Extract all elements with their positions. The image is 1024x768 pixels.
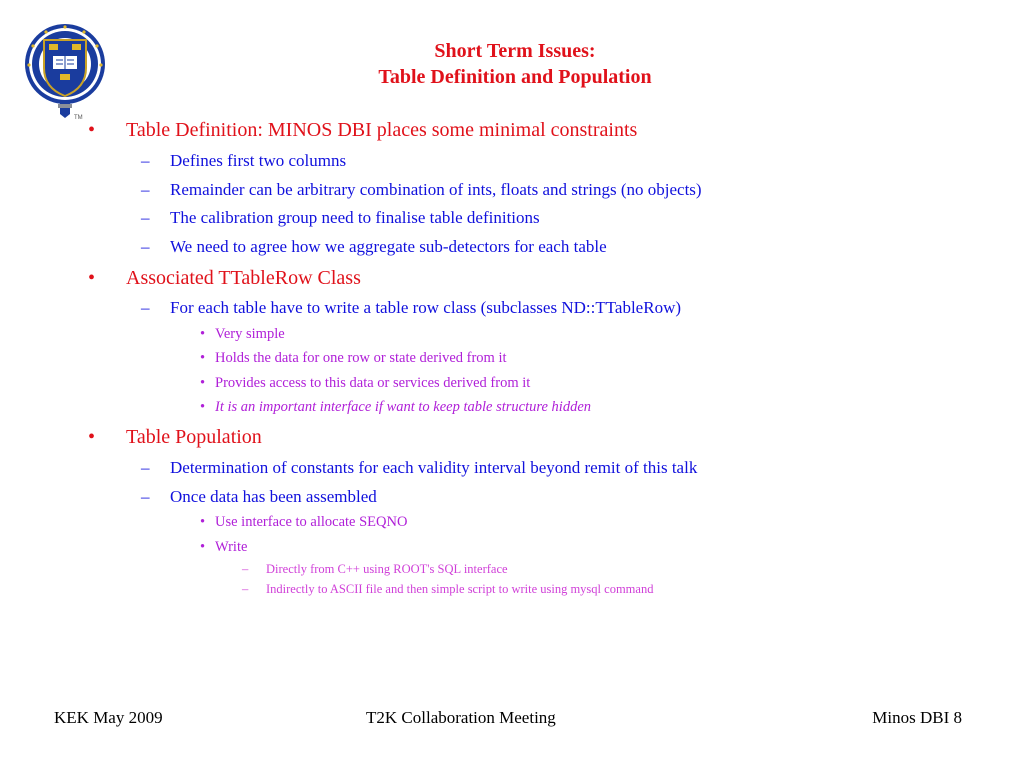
title-line-1: Short Term Issues: [434, 40, 596, 62]
dash-marker: – [141, 237, 150, 256]
bullet-text: Table Population [126, 426, 262, 448]
bullet-text: Very simple [215, 326, 285, 342]
bullet-text: Determination of constants for each validity interval beyond remit of this talk [170, 458, 698, 477]
bullet-marker: • [88, 426, 96, 448]
dash-marker: – [141, 458, 150, 477]
dash-marker: – [141, 487, 150, 506]
bullet-text: We need to agree how we aggregate sub-detectors for each table [170, 237, 607, 256]
bullet-text: Directly from C++ using ROOT's SQL interface [266, 562, 508, 576]
bullet-marker: • [200, 375, 206, 391]
footer-page-number: Minos DBI 8 [872, 708, 962, 727]
bullet-text: Remainder can be arbitrary combination of ints, floats and strings (no objects) [170, 180, 702, 199]
bullet-text: The calibration group need to finalise table definitions [170, 208, 540, 227]
bullet-marker: • [88, 119, 96, 141]
bullet-marker: • [200, 514, 206, 530]
dash-marker: – [141, 151, 150, 170]
bullet-marker: • [200, 350, 206, 366]
bullet-text: Defines first two columns [170, 151, 347, 170]
svg-text:TM: TM [74, 115, 83, 121]
dash-marker: – [242, 582, 249, 596]
bullet-marker: • [88, 267, 96, 289]
footer-left: KEK May 2009 [54, 708, 163, 727]
bullet-text: Provides access to this data or services derived from it [215, 375, 531, 391]
bullet-marker: • [200, 539, 206, 555]
dash-marker: – [141, 208, 150, 227]
bullet-text: Use interface to allocate SEQNO [215, 514, 408, 530]
bullet-text: It is an important interface if want to keep table structure hidden [215, 399, 592, 415]
bullet-text: Holds the data for one row or state derived from it [215, 350, 507, 366]
dash-marker: – [141, 180, 150, 199]
bullet-text: Once data has been assembled [170, 487, 377, 506]
bullet-text: Indirectly to ASCII file and then simple script to write using mysql command [266, 582, 654, 596]
dash-marker: – [242, 562, 249, 576]
bullet-marker: • [200, 326, 206, 342]
bullet-text: Write [215, 539, 248, 555]
bullet-level1 [88, 119, 95, 142]
bullet-marker: • [200, 399, 206, 415]
dash-marker: – [141, 298, 150, 317]
bullet-text: Associated TTableRow Class [126, 267, 361, 289]
title-line-2: Table Definition and Population [378, 66, 652, 88]
bullet-text: For each table have to write a table row class (subclasses ND::TTableRow) [170, 298, 682, 317]
footer-center: T2K Collaboration Meeting [366, 708, 556, 727]
bullet-text: Table Definition: MINOS DBI places some minimal constraints [126, 119, 638, 141]
